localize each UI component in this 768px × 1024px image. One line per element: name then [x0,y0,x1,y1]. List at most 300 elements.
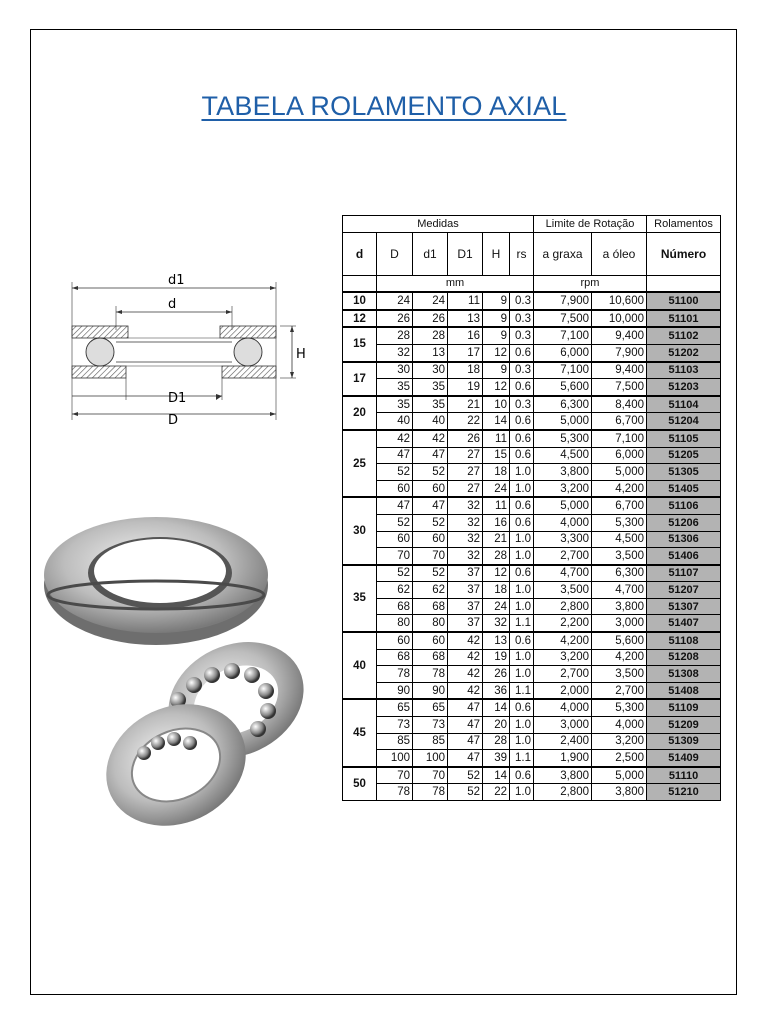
table-row [343,784,721,801]
cell-numero: 51207 [647,582,721,599]
cell-numero: 51108 [647,632,721,649]
cell-rs: 1.0 [510,480,534,497]
cell-d1: 35 [413,379,448,396]
cell-d1: 73 [413,717,448,734]
cell-numero: 51306 [647,531,721,548]
cell-D1: 17 [448,344,483,361]
col-graxa: a graxa [534,232,592,275]
cell-rs: 1.0 [510,464,534,481]
cell-D1: 37 [448,565,483,582]
cell-D: 70 [377,548,413,565]
cell-d: 10 [343,292,377,310]
unit-mm: mm [377,275,534,292]
cell-graxa: 2,400 [534,733,592,750]
cell-oleo: 8,400 [592,396,647,413]
cell-d1: 60 [413,531,448,548]
cell-D: 35 [377,396,413,413]
cell-D1: 42 [448,632,483,649]
table-row [343,514,721,531]
cell-d: 15 [343,327,377,361]
cell-d1: 52 [413,565,448,582]
cell-graxa: 7,500 [534,310,592,328]
cell-oleo: 3,800 [592,598,647,615]
cell-d1: 70 [413,548,448,565]
cell-H: 20 [483,717,510,734]
cell-d1: 42 [413,430,448,447]
cell-H: 19 [483,649,510,666]
cell-oleo: 6,700 [592,413,647,430]
cell-oleo: 10,000 [592,310,647,328]
table-row [343,531,721,548]
table-row [343,733,721,750]
cell-D: 26 [377,310,413,328]
table-row [343,666,721,683]
cell-D: 60 [377,480,413,497]
cell-graxa: 3,200 [534,649,592,666]
cell-D: 73 [377,717,413,734]
bearing-dimension-diagram [64,270,308,426]
cell-numero: 51210 [647,784,721,801]
cell-numero: 51204 [647,413,721,430]
cell-H: 16 [483,514,510,531]
cell-d1: 13 [413,344,448,361]
cell-oleo: 5,300 [592,514,647,531]
cell-d1: 78 [413,784,448,801]
cell-d1: 78 [413,666,448,683]
cell-D1: 27 [448,447,483,464]
cell-H: 18 [483,582,510,599]
cell-oleo: 7,100 [592,430,647,447]
cell-d1: 52 [413,514,448,531]
cell-oleo: 3,500 [592,666,647,683]
cell-d1: 60 [413,480,448,497]
cell-D1: 22 [448,413,483,430]
label-H: H [296,347,306,362]
cell-oleo: 7,900 [592,344,647,361]
cell-oleo: 4,200 [592,649,647,666]
cell-d1: 26 [413,310,448,328]
cell-D1: 13 [448,310,483,328]
cell-H: 24 [483,598,510,615]
table-row [343,767,721,784]
label-d1: d1 [168,273,185,288]
cell-H: 15 [483,447,510,464]
cell-H: 12 [483,565,510,582]
col-d: d [343,232,377,275]
cell-oleo: 3,200 [592,733,647,750]
cell-graxa: 3,200 [534,480,592,497]
cell-numero: 51405 [647,480,721,497]
cell-graxa: 3,800 [534,767,592,784]
cell-rs: 1.1 [510,682,534,699]
cell-d: 30 [343,497,377,564]
cell-H: 28 [483,733,510,750]
cell-D1: 47 [448,699,483,716]
cell-oleo: 3,500 [592,548,647,565]
table-row [343,396,721,413]
cell-d: 25 [343,430,377,497]
cell-d1: 47 [413,447,448,464]
cell-rs: 1.0 [510,582,534,599]
cell-H: 9 [483,362,510,379]
cell-D: 24 [377,292,413,310]
cell-graxa: 2,700 [534,666,592,683]
cell-oleo: 5,000 [592,464,647,481]
cell-d1: 35 [413,396,448,413]
cell-d1: 30 [413,362,448,379]
cell-numero: 51110 [647,767,721,784]
cell-oleo: 10,600 [592,292,647,310]
cell-rs: 1.0 [510,598,534,615]
cell-D: 65 [377,699,413,716]
cell-H: 14 [483,699,510,716]
cell-H: 21 [483,531,510,548]
cell-D: 47 [377,447,413,464]
cell-oleo: 5,300 [592,699,647,716]
cell-H: 32 [483,615,510,632]
cell-D: 42 [377,430,413,447]
cell-D1: 32 [448,531,483,548]
cell-H: 14 [483,767,510,784]
table-row [343,497,721,514]
cell-graxa: 4,200 [534,632,592,649]
cell-D1: 27 [448,480,483,497]
cell-d1: 28 [413,327,448,344]
cell-rs: 1.1 [510,615,534,632]
table-row [343,413,721,430]
cell-graxa: 4,000 [534,514,592,531]
cell-graxa: 3,500 [534,582,592,599]
cell-rs: 1.0 [510,666,534,683]
cell-rs: 0.6 [510,514,534,531]
cell-rs: 0.6 [510,565,534,582]
col-d1: d1 [413,232,448,275]
cell-D: 68 [377,598,413,615]
cell-oleo: 6,700 [592,497,647,514]
cell-graxa: 2,800 [534,784,592,801]
cell-numero: 51205 [647,447,721,464]
cell-graxa: 7,100 [534,327,592,344]
cell-D1: 52 [448,784,483,801]
cell-numero: 51209 [647,717,721,734]
cell-D: 52 [377,514,413,531]
cell-rs: 1.0 [510,717,534,734]
cell-d1: 24 [413,292,448,310]
cell-d1: 68 [413,598,448,615]
cell-oleo: 7,500 [592,379,647,396]
cell-numero: 51103 [647,362,721,379]
cell-oleo: 2,700 [592,682,647,699]
label-d: d [168,297,177,312]
cell-D: 60 [377,632,413,649]
cell-d1: 47 [413,497,448,514]
cell-numero: 51409 [647,750,721,767]
cell-rs: 0.6 [510,344,534,361]
cell-rs: 1.0 [510,649,534,666]
table-row [343,327,721,344]
cell-graxa: 2,000 [534,682,592,699]
table-row [343,362,721,379]
cell-rs: 0.6 [510,379,534,396]
cell-H: 9 [483,292,510,310]
cell-H: 24 [483,480,510,497]
cell-numero: 51208 [647,649,721,666]
cell-rs: 0.6 [510,447,534,464]
col-oleo: a óleo [592,232,647,275]
table-row [343,447,721,464]
bearing-photo [36,515,316,835]
cell-D1: 26 [448,430,483,447]
cell-D: 28 [377,327,413,344]
cell-d1: 100 [413,750,448,767]
cell-numero: 51104 [647,396,721,413]
cell-D1: 37 [448,598,483,615]
cell-rs: 0.3 [510,292,534,310]
cell-d: 50 [343,767,377,801]
cell-d1: 65 [413,699,448,716]
cell-D: 70 [377,767,413,784]
cell-H: 11 [483,430,510,447]
header-medidas: Medidas [343,216,534,233]
cell-numero: 51202 [647,344,721,361]
cell-d1: 60 [413,632,448,649]
cell-D1: 42 [448,666,483,683]
table-row [343,682,721,699]
cell-D1: 47 [448,750,483,767]
cell-D: 32 [377,344,413,361]
cell-H: 10 [483,396,510,413]
cell-D1: 27 [448,464,483,481]
cell-rs: 0.6 [510,413,534,430]
cell-rs: 0.6 [510,699,534,716]
cell-graxa: 4,500 [534,447,592,464]
col-numero: Número [647,232,721,275]
cell-d1: 40 [413,413,448,430]
table-row [343,582,721,599]
cell-rs: 0.3 [510,362,534,379]
cell-D1: 16 [448,327,483,344]
cell-oleo: 4,500 [592,531,647,548]
table-row [343,430,721,447]
cell-d1: 62 [413,582,448,599]
cell-numero: 51309 [647,733,721,750]
cell-d1: 52 [413,464,448,481]
cell-graxa: 1,900 [534,750,592,767]
cell-D: 85 [377,733,413,750]
cell-H: 18 [483,464,510,481]
cell-d: 20 [343,396,377,430]
header-limite: Limite de Rotação [534,216,647,233]
cell-numero: 51203 [647,379,721,396]
cell-numero: 51100 [647,292,721,310]
cell-D: 78 [377,666,413,683]
page-title: TABELA ROLAMENTO AXIAL [201,91,567,121]
cell-oleo: 6,300 [592,565,647,582]
cell-D1: 19 [448,379,483,396]
cell-D1: 11 [448,292,483,310]
cell-D1: 47 [448,717,483,734]
cell-graxa: 6,300 [534,396,592,413]
cell-graxa: 2,700 [534,548,592,565]
table-row [343,379,721,396]
bearing-table [342,215,721,801]
cell-graxa: 7,900 [534,292,592,310]
cell-rs: 0.3 [510,327,534,344]
cell-D: 52 [377,464,413,481]
cell-numero: 51308 [647,666,721,683]
cell-rs: 1.0 [510,784,534,801]
cell-D: 35 [377,379,413,396]
cell-D: 40 [377,413,413,430]
cell-rs: 1.0 [510,531,534,548]
table-row [343,548,721,565]
cell-D: 30 [377,362,413,379]
cell-D1: 32 [448,548,483,565]
cell-H: 12 [483,379,510,396]
table-row [343,310,721,328]
cell-rs: 0.6 [510,632,534,649]
cell-D: 90 [377,682,413,699]
cell-D1: 32 [448,514,483,531]
col-D: D [377,232,413,275]
label-D: D [168,413,179,426]
cell-oleo: 5,000 [592,767,647,784]
cell-H: 22 [483,784,510,801]
cell-numero: 51107 [647,565,721,582]
cell-numero: 51101 [647,310,721,328]
cell-d1: 68 [413,649,448,666]
cell-numero: 51406 [647,548,721,565]
cell-D1: 37 [448,582,483,599]
cell-H: 11 [483,497,510,514]
cell-oleo: 4,000 [592,717,647,734]
cell-graxa: 3,000 [534,717,592,734]
cell-graxa: 7,100 [534,362,592,379]
cell-numero: 51307 [647,598,721,615]
cell-d1: 85 [413,733,448,750]
table-row [343,717,721,734]
col-rs: rs [510,232,534,275]
col-D1: D1 [448,232,483,275]
cell-D1: 42 [448,682,483,699]
table-row [343,632,721,649]
cell-H: 13 [483,632,510,649]
cell-numero: 51305 [647,464,721,481]
cell-numero: 51206 [647,514,721,531]
label-D1: D1 [168,391,187,406]
cell-H: 12 [483,344,510,361]
cell-oleo: 4,700 [592,582,647,599]
header-rolamentos: Rolamentos [647,216,721,233]
table-row [343,598,721,615]
table-row [343,565,721,582]
cell-rs: 0.3 [510,396,534,413]
table-row [343,344,721,361]
cell-oleo: 6,000 [592,447,647,464]
cell-H: 26 [483,666,510,683]
cell-D1: 18 [448,362,483,379]
cell-d: 45 [343,699,377,766]
cell-numero: 51106 [647,497,721,514]
cell-oleo: 3,000 [592,615,647,632]
cell-D1: 37 [448,615,483,632]
unit-rpm: rpm [534,275,647,292]
cell-rs: 0.6 [510,767,534,784]
cell-rs: 1.1 [510,750,534,767]
cell-D: 68 [377,649,413,666]
cell-d: 35 [343,565,377,632]
cell-d: 12 [343,310,377,328]
cell-graxa: 3,800 [534,464,592,481]
cell-D1: 52 [448,767,483,784]
cell-D: 78 [377,784,413,801]
cell-D: 62 [377,582,413,599]
cell-d1: 70 [413,767,448,784]
cell-graxa: 3,300 [534,531,592,548]
cell-d1: 80 [413,615,448,632]
cell-D1: 42 [448,649,483,666]
cell-D: 100 [377,750,413,767]
cell-rs: 0.3 [510,310,534,328]
cell-d: 17 [343,362,377,396]
cell-oleo: 2,500 [592,750,647,767]
cell-numero: 51109 [647,699,721,716]
cell-H: 14 [483,413,510,430]
cell-graxa: 2,200 [534,615,592,632]
table-row [343,699,721,716]
cell-H: 9 [483,310,510,328]
cell-H: 36 [483,682,510,699]
cell-D1: 47 [448,733,483,750]
col-H: H [483,232,510,275]
cell-graxa: 4,700 [534,565,592,582]
cell-graxa: 5,000 [534,497,592,514]
cell-numero: 51408 [647,682,721,699]
cell-D: 80 [377,615,413,632]
cell-graxa: 5,300 [534,430,592,447]
cell-oleo: 5,600 [592,632,647,649]
cell-H: 28 [483,548,510,565]
table-row [343,649,721,666]
table-row [343,292,721,310]
cell-D1: 21 [448,396,483,413]
cell-d1: 90 [413,682,448,699]
cell-graxa: 2,800 [534,598,592,615]
cell-graxa: 4,000 [534,699,592,716]
cell-oleo: 9,400 [592,327,647,344]
cell-graxa: 5,000 [534,413,592,430]
cell-numero: 51102 [647,327,721,344]
cell-H: 39 [483,750,510,767]
cell-rs: 0.6 [510,430,534,447]
cell-d: 40 [343,632,377,699]
cell-oleo: 3,800 [592,784,647,801]
cell-graxa: 6,000 [534,344,592,361]
cell-oleo: 4,200 [592,480,647,497]
cell-oleo: 9,400 [592,362,647,379]
cell-numero: 51105 [647,430,721,447]
cell-D: 47 [377,497,413,514]
cell-rs: 1.0 [510,733,534,750]
cell-D1: 32 [448,497,483,514]
table-row [343,615,721,632]
cell-rs: 0.6 [510,497,534,514]
table-row [343,480,721,497]
cell-numero: 51407 [647,615,721,632]
table-row [343,750,721,767]
cell-H: 9 [483,327,510,344]
table-row [343,464,721,481]
